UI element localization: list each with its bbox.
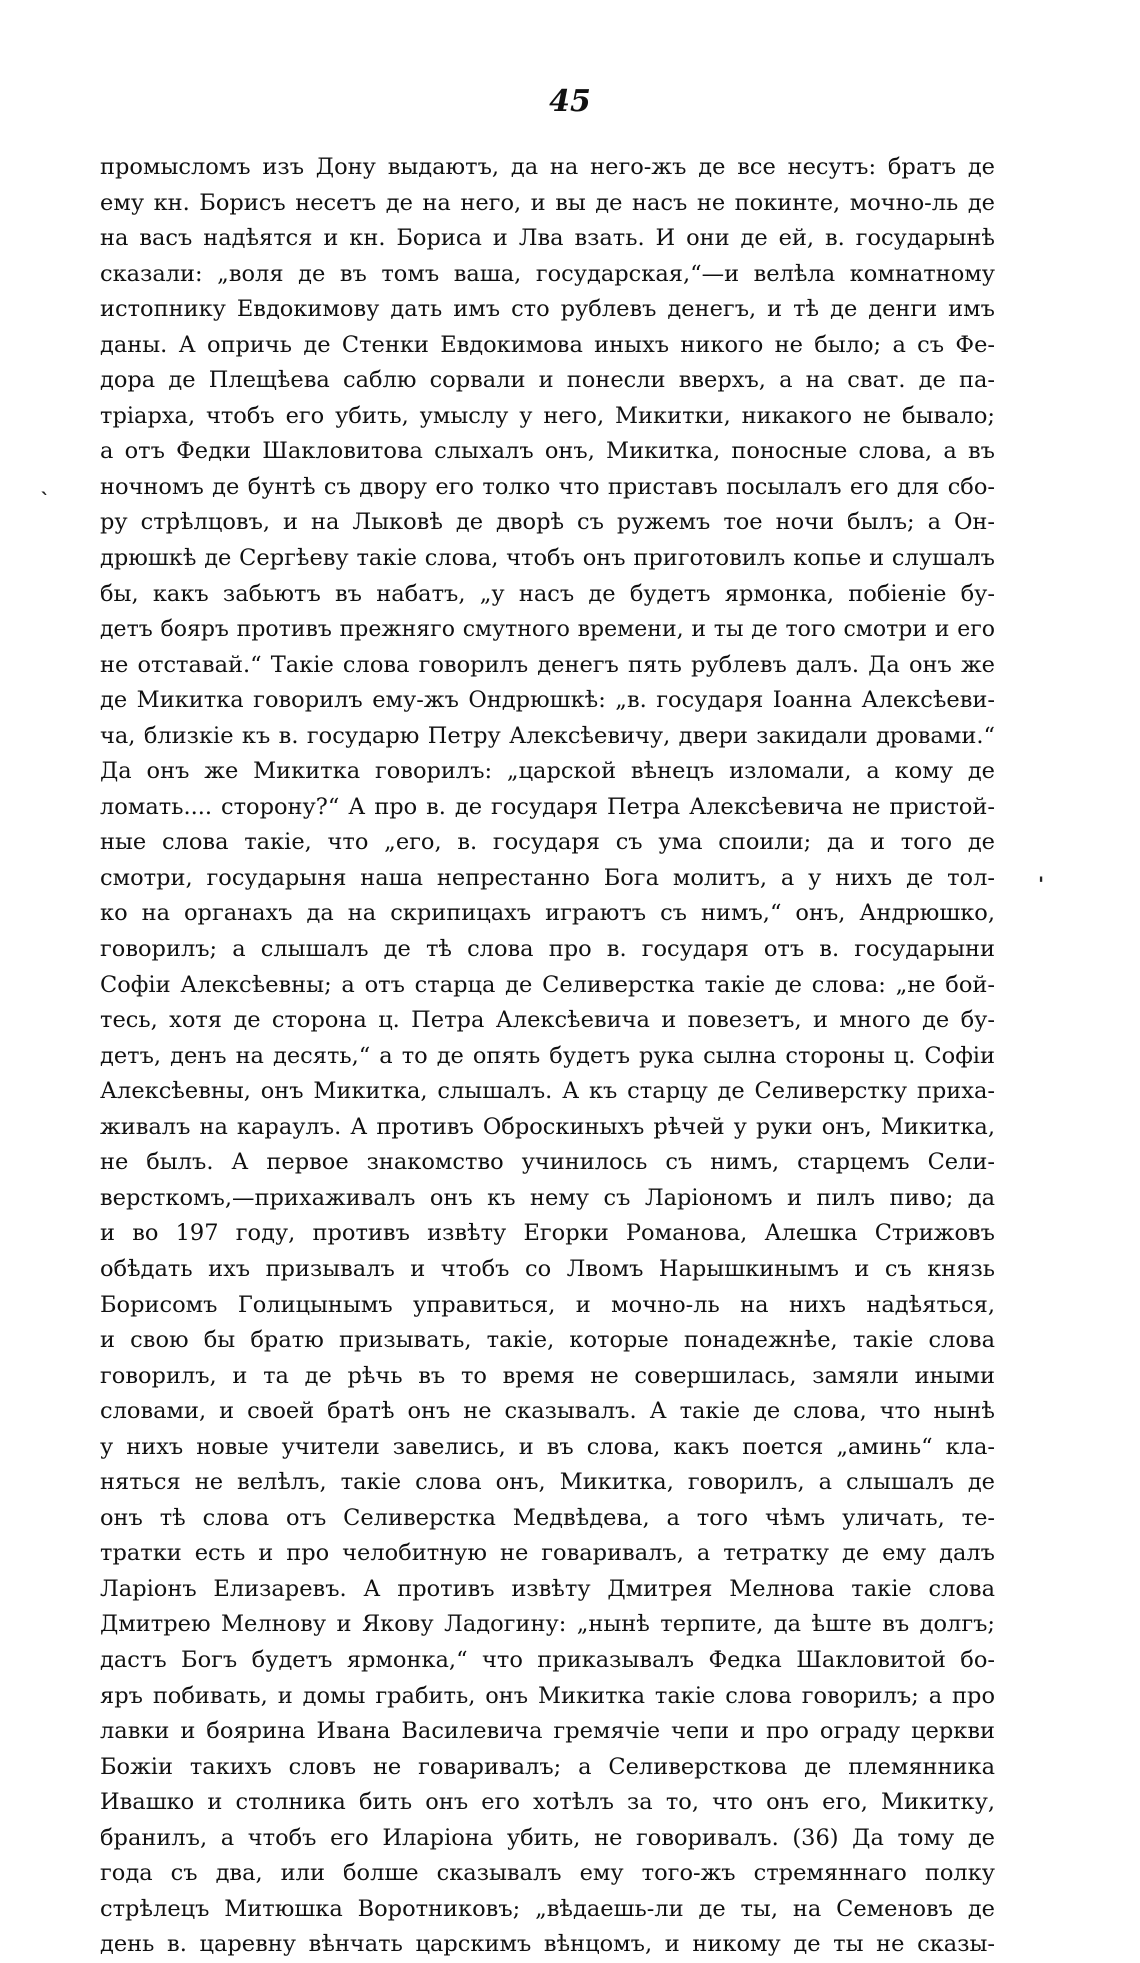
- text-line: у нихъ новые учители завелись, и въ слова, какъ поется „аминь“ кла-: [100, 1433, 995, 1460]
- text-line: словами, и своей братѣ онъ не сказывалъ. А такіе де слова, что нынѣ: [100, 1398, 995, 1425]
- margin-mark: `: [40, 488, 50, 512]
- text-line: ночномъ де бунтѣ съ двору его толко что приставъ посылалъ его для сбо-: [100, 473, 995, 500]
- text-line: детъ бояръ противъ прежняго смутного времени, и ты де того смотри и его: [100, 617, 995, 643]
- text-line: ча, близкіе къ в. государю Петру Алексѣевичу, двери закидали дровами.“: [100, 722, 995, 749]
- text-line: и свою бы братю призывать, такіе, которые понадежнѣе, такіе слова: [100, 1327, 995, 1354]
- text-line: ломать.... сторону?“ А про в. де государя Петра Алексѣевича не пристой-: [100, 793, 995, 820]
- text-line: версткомъ,—прихаживалъ онъ къ нему съ Ларіономъ и пилъ пиво; да: [100, 1184, 995, 1211]
- text-line: Ивашко и столника бить онъ его хотѣлъ за то, что онъ его, Микитку,: [100, 1789, 995, 1816]
- text-line: онъ тѣ слова отъ Селиверстка Медвѣдева, а того чѣмъ уличать, те-: [100, 1504, 995, 1531]
- text-line: Ларіонъ Елизаревъ. А противъ извѣту Дмитрея Мелнова такіе слова: [100, 1575, 995, 1602]
- text-line: дора де Плещѣева саблю сорвали и понесли вверхъ, а на сват. де па-: [100, 367, 995, 394]
- text-line: года съ два, или болше сказывалъ ему того-жъ стремяннаго полку: [100, 1860, 995, 1887]
- page-number: 45: [549, 84, 591, 119]
- text-line: Софіи Алексѣевны; а отъ старца де Селиверстка такіе де слова: „не бой-: [100, 971, 995, 998]
- text-line: Божіи такихъ словъ не говаривалъ; а Селиверсткова де племянника: [100, 1753, 995, 1780]
- text-line: лавки и боярина Ивана Василевича гремячіе чепи и про ограду церкви: [100, 1718, 995, 1745]
- text-line: сказали: „воля де въ томъ ваша, государская,“—и велѣла комнатному: [100, 260, 995, 287]
- text-line: истопнику Евдокимову дать имъ сто рублевъ денегъ, и тѣ де денги имъ: [100, 296, 995, 323]
- text-line: ко на органахъ да на скрипицахъ играютъ съ нимъ,“ онъ, Андрюшко,: [100, 900, 995, 927]
- margin-mark: ': [1038, 872, 1045, 896]
- text-line: ру стрѣлцовъ, и на Лыковѣ де дворѣ съ ружемъ тое ночи былъ; а Он-: [100, 509, 995, 536]
- text-line: смотри, государыня наша непрестанно Бога молитъ, а у нихъ де тол-: [100, 864, 995, 891]
- text-line: ему кн. Борисъ несетъ де на него, и вы де насъ не покинте, мочно-ль де: [100, 189, 995, 216]
- text-line: тріарха, чтобъ его убить, умыслу у него, Микитки, никакого не бывало;: [100, 402, 995, 429]
- text-line: день в. царевну вѣнчать царскимъ вѣнцомъ, и никому де ты не сказы-: [100, 1931, 995, 1958]
- text-line: бы, какъ забьютъ въ набатъ, „у насъ де будетъ ярмонка, побіеніе бу-: [100, 580, 995, 607]
- text-line: яръ побивать, и домы грабить, онъ Микитка такіе слова говорилъ; а про: [100, 1682, 995, 1709]
- text-line: стрѣлецъ Митюшка Воротниковъ; „вѣдаешь-ли де ты, на Семеновъ де: [100, 1895, 995, 1922]
- text-line: не отставай.“ Такіе слова говорилъ денегъ пять рублевъ далъ. Да онъ же: [100, 651, 995, 678]
- text-line: живалъ на караулъ. А противъ Оброскиныхъ рѣчей у руки онъ, Микитка,: [100, 1113, 995, 1140]
- text-line: промысломъ изъ Дону выдаютъ, да на него-жъ де все несутъ: братъ де: [100, 154, 995, 180]
- text-line: бранилъ, а чтобъ его Иларіона убить, не говоривалъ. (36) Да тому де: [100, 1824, 995, 1851]
- text-line: не былъ. А первое знакомство учинилось съ нимъ, старцемъ Сели-: [100, 1149, 995, 1176]
- text-line: говорилъ, и та де рѣчь въ то время не совершилась, замяли иными: [100, 1362, 995, 1389]
- text-line: ные слова такіе, что „его, в. государя съ ума споили; да и того де: [100, 829, 995, 856]
- text-line: говорилъ; а слышалъ де тѣ слова про в. государя отъ в. государыни: [100, 936, 995, 963]
- text-line: а отъ Федки Шакловитова слыхалъ онъ, Микитка, поносные слова, а въ: [100, 438, 995, 465]
- text-line: дастъ Богъ будетъ ярмонка,“ что приказывалъ Федка Шакловитой бо-: [100, 1646, 995, 1673]
- text-line: на васъ надѣятся и кн. Бориса и Лва взать. И они де ей, в. государынѣ: [100, 225, 995, 252]
- text-line: детъ, денъ на десять,“ а то де опять будетъ рука сылна стороны ц. Софіи: [100, 1042, 995, 1069]
- text-line: даны. А опричь де Стенки Евдокимова иныхъ никого не было; а съ Фе-: [100, 331, 995, 358]
- text-line: Алексѣевны, онъ Микитка, слышалъ. А къ старцу де Селиверстку приха-: [100, 1078, 995, 1105]
- text-line: обѣдать ихъ призывалъ и чтобъ со Лвомъ Нарышкинымъ и съ князь: [100, 1255, 995, 1282]
- text-line: тратки есть и про челобитную не говаривалъ, а тетратку де ему далъ: [100, 1540, 995, 1567]
- text-line: Борисомъ Голицынымъ управиться, и мочно-ль на нихъ надѣяться,: [100, 1291, 995, 1318]
- text-line: дрюшкѣ де Сергѣеву такіе слова, чтобъ онъ приготовилъ копье и слушалъ: [100, 545, 995, 572]
- text-line: и во 197 году, противъ извѣту Егорки Романова, Алешка Стрижовъ: [100, 1220, 995, 1247]
- text-line: няться не велѣлъ, такіе слова онъ, Микитка, говорилъ, а слышалъ де: [100, 1469, 995, 1496]
- body-text: [100, 150, 995, 1963]
- text-line: де Микитка говорилъ ему-жъ Ондрюшкѣ: „в. государя Іоанна Алексѣеви-: [100, 687, 995, 714]
- text-line: тесь, хотя де сторона ц. Петра Алексѣевича и повезетъ, и много де бу-: [100, 1007, 995, 1034]
- text-line: Да онъ же Микитка говорилъ: „царской вѣнецъ изломали, а кому де: [100, 758, 995, 785]
- text-line: Дмитрею Мелнову и Якову Ладогину: „нынѣ терпите, да ѣште въ долгъ;: [100, 1611, 995, 1638]
